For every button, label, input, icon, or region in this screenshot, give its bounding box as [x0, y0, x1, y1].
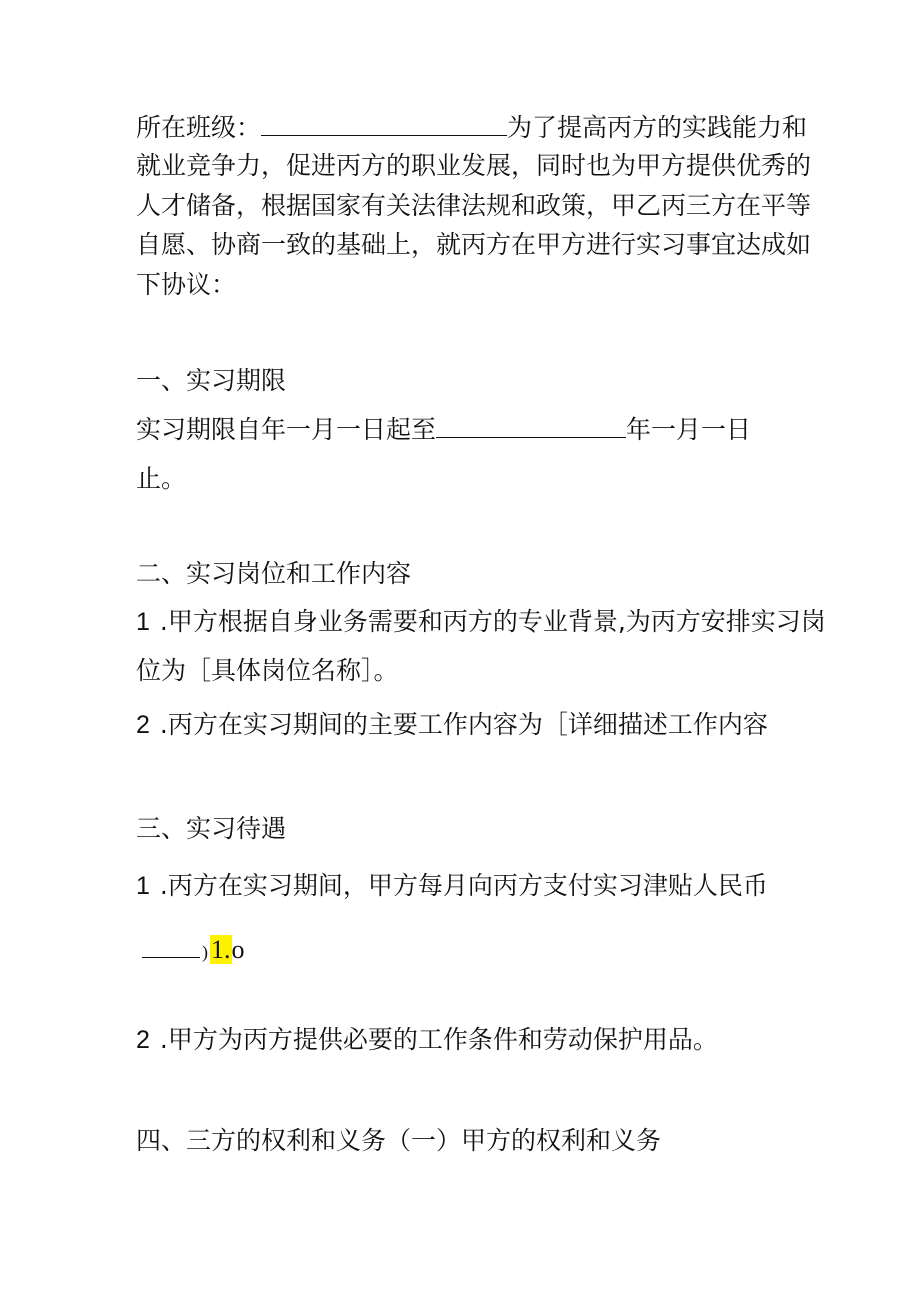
section-2-item-2-line-1: [136, 709, 768, 741]
section-3-heading: 三、实习待遇: [136, 814, 287, 843]
item-text: .丙方在实习期间，甲方每月向丙方支付实习津贴人民币: [159, 871, 768, 900]
closing-paren: ): [202, 942, 208, 962]
section-1-line-2: 止。: [136, 464, 187, 493]
class-label: 所在班级：: [136, 113, 262, 142]
item-text: .甲方根据自身业务需要和丙方的专业背景,为丙方安排实习岗: [159, 607, 826, 636]
section-1-line-1: [136, 414, 751, 446]
item-text: .丙方在实习期间的主要工作内容为［详细描述工作内容: [159, 710, 768, 739]
intro-line-4: 自愿、协商一致的基础上，就丙方在甲方进行实习事宜达成如: [136, 230, 812, 259]
period-blank: [436, 415, 626, 438]
item-text: .甲方为丙方提供必要的工作条件和劳动保护用品。: [159, 1025, 718, 1054]
item-number: 1: [136, 872, 150, 900]
section-2-item-1-line-1: [136, 606, 826, 638]
intro-line-1-text: 为了提高丙方的实践能力和: [507, 113, 808, 142]
section-3-item-1-line-1: [136, 870, 768, 902]
intro-line-3: 人才储备，根据国家有关法律法规和政策，甲乙丙三方在平等: [136, 191, 812, 220]
item-number: 1: [136, 608, 150, 636]
after-highlight-text: o: [231, 935, 245, 964]
period-start-text: 实习期限自年一月一日起至: [136, 415, 437, 444]
item-number: 2: [136, 711, 150, 739]
item-number: 2: [136, 1026, 150, 1054]
section-3-allowance-line: [142, 934, 245, 968]
intro-line-1: [136, 112, 807, 144]
highlighted-text: 1.: [211, 935, 231, 964]
section-2-heading: 二、实习岗位和工作内容: [136, 559, 412, 588]
section-3-item-2-line-1: [136, 1024, 718, 1056]
section-4-heading: 四、三方的权利和义务（一）甲方的权利和义务: [136, 1126, 662, 1155]
intro-line-2: 就业竞争力，促进丙方的职业发展，同时也为甲方提供优秀的: [136, 151, 812, 180]
allowance-blank: [142, 939, 200, 958]
section-1-heading: 一、实习期限: [136, 366, 287, 395]
class-blank: [261, 113, 507, 136]
section-2-item-1-line-2: 位为［具体岗位名称］。: [136, 656, 399, 685]
intro-line-5: 下协议：: [136, 270, 237, 299]
period-end-text: 年一月一日: [626, 415, 752, 444]
